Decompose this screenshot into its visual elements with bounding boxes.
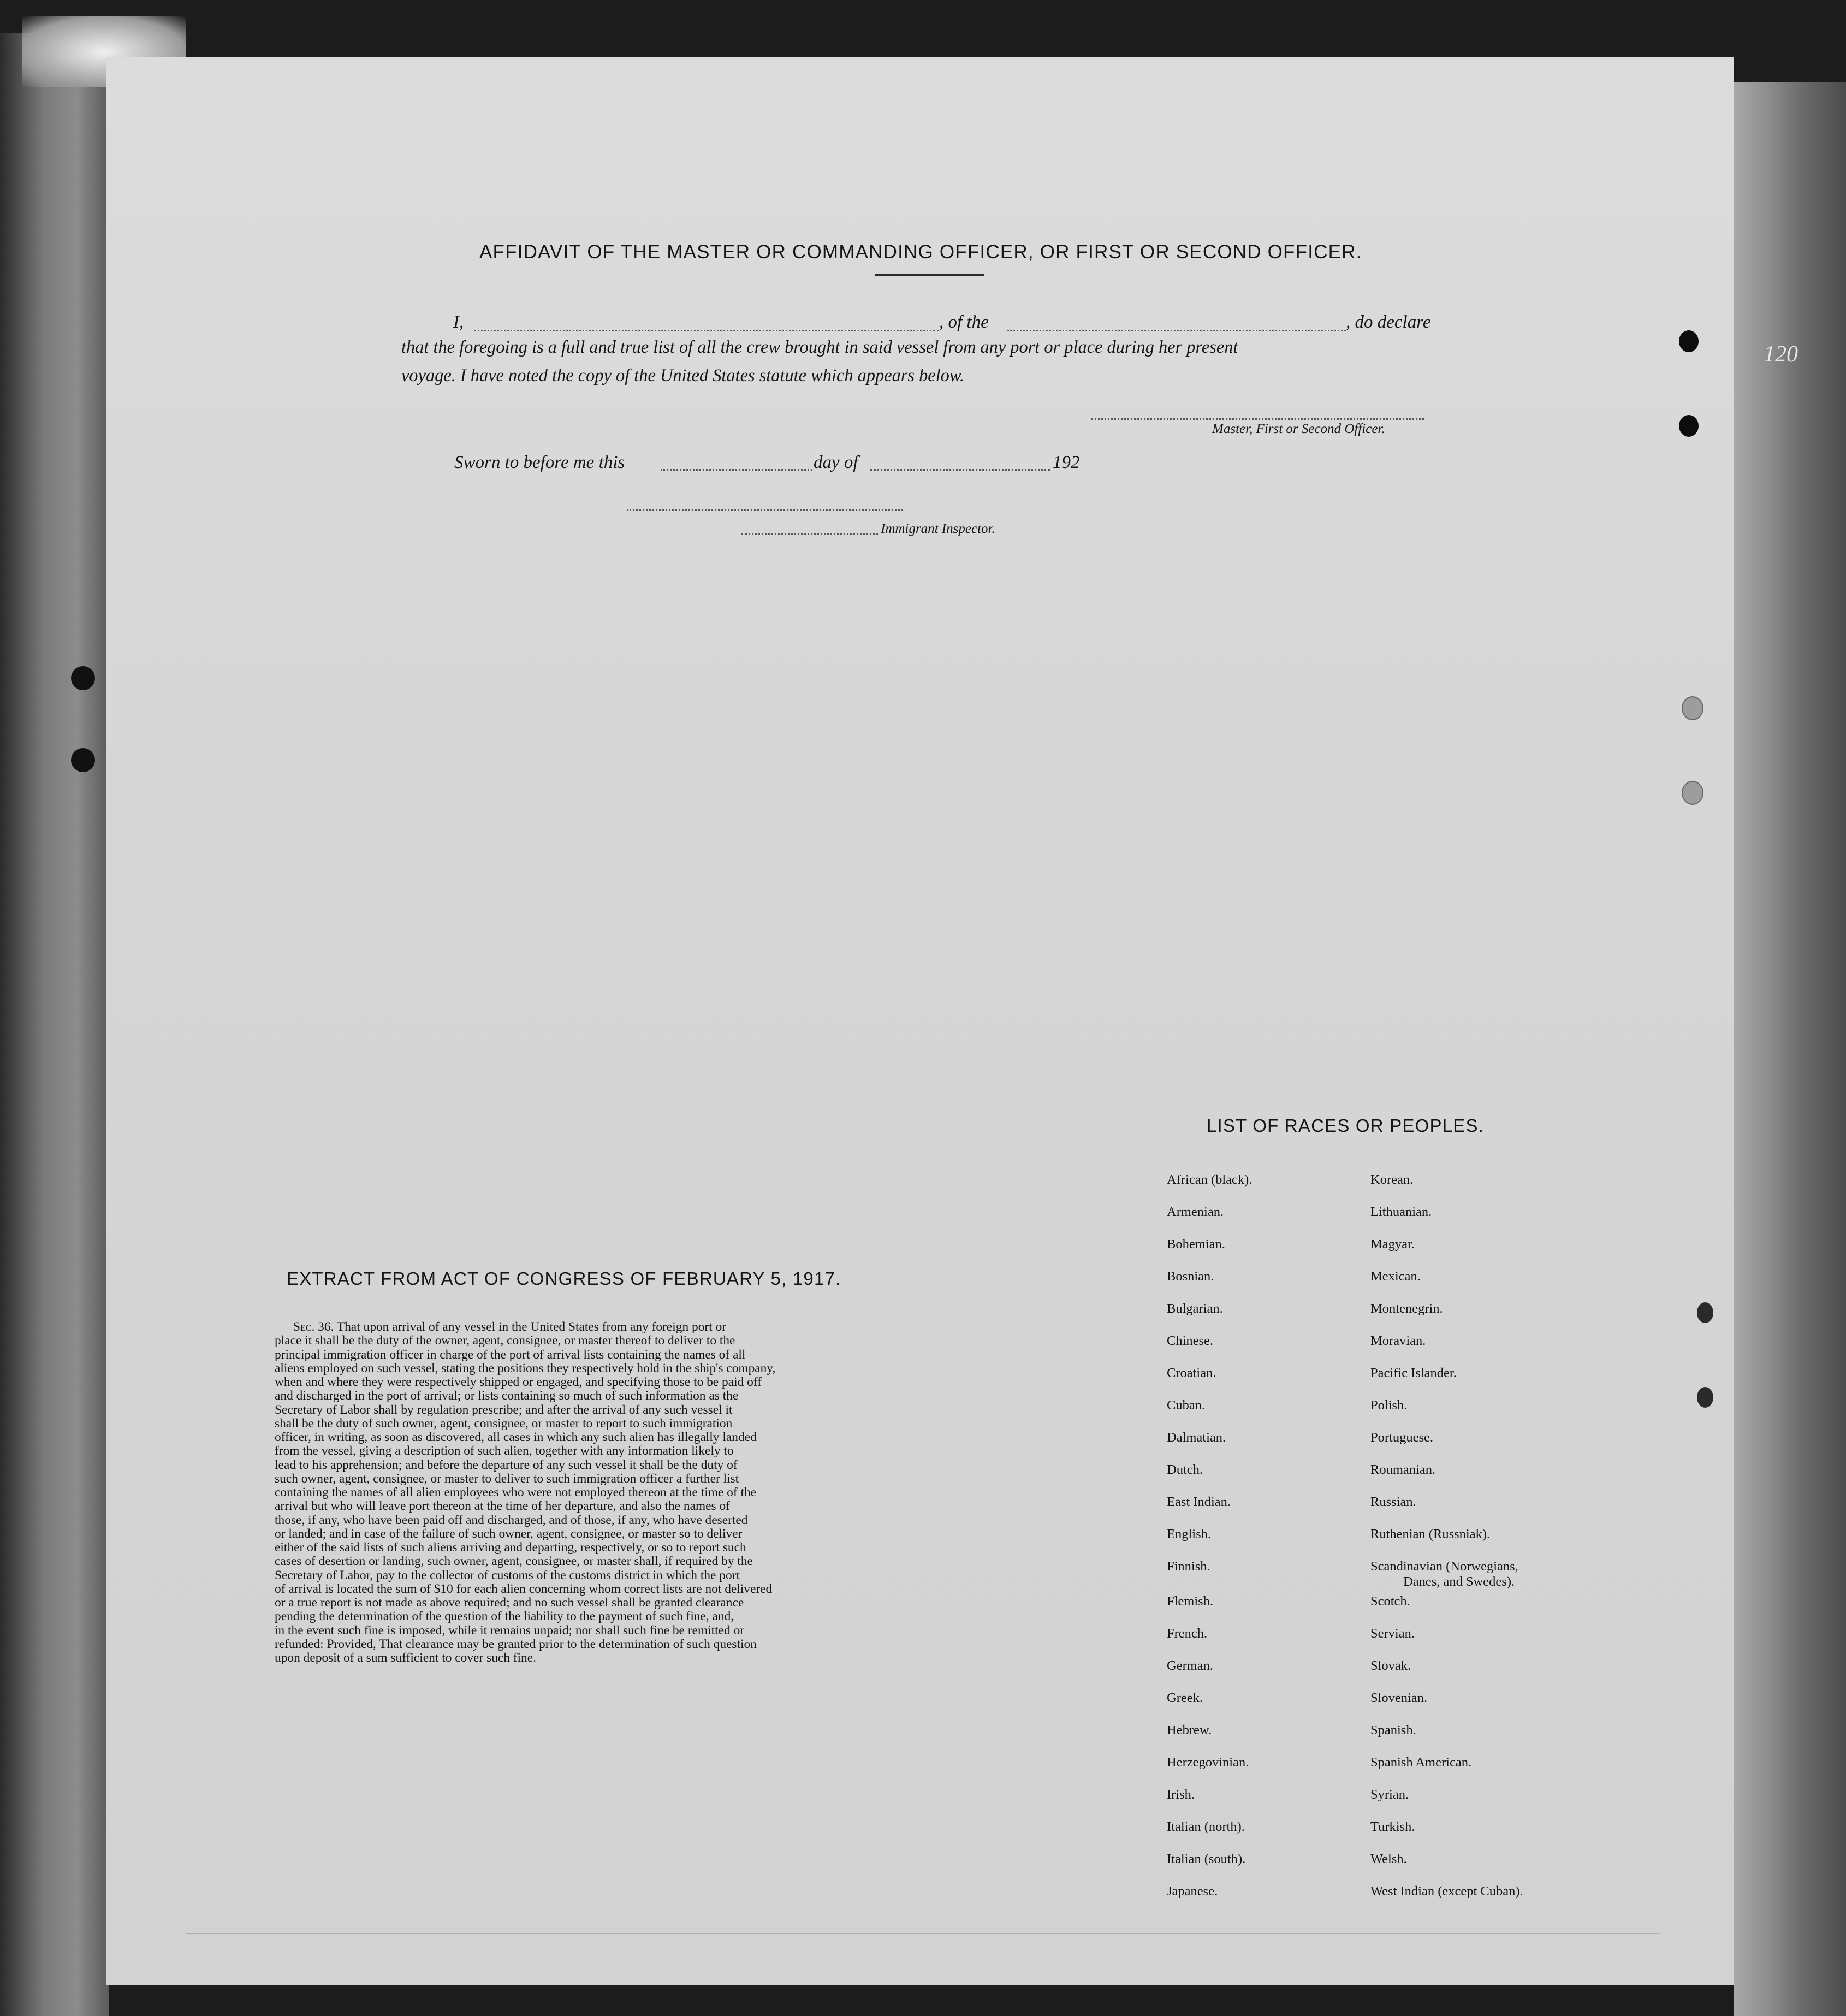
race-right-item: Moravian.	[1370, 1333, 1426, 1348]
extract-line: or landed; and in case of the failure of such owner, agent, consignee, or master so to deliver	[275, 1526, 743, 1541]
race-right-item: Syrian.	[1370, 1787, 1409, 1802]
affidavit-line-3: voyage. I have noted the copy of the United States statute which appears below.	[401, 366, 965, 386]
punch-hole	[1682, 696, 1703, 720]
race-left-item: Finnish.	[1167, 1559, 1210, 1574]
extract-line: cases of desertion or landing, such owner, agent, consignee, or master shall, if required by the	[275, 1554, 753, 1569]
race-left-item: Dutch.	[1167, 1462, 1203, 1477]
race-right-item: Servian.	[1370, 1626, 1415, 1641]
declarant-name-blank	[474, 330, 939, 331]
race-right-item: Ruthenian (Russniak).	[1370, 1527, 1491, 1541]
race-left-item: German.	[1167, 1658, 1214, 1673]
extract-line: or a true report is not made as above required; and no such vessel shall be granted clearance	[275, 1596, 744, 1610]
race-left-item: East Indian.	[1167, 1495, 1231, 1509]
day-of-text: day of	[814, 453, 858, 472]
race-left-item: Flemish.	[1167, 1594, 1214, 1609]
left-underlying-sheet	[0, 33, 109, 2016]
extract-line: principal immigration officer in charge of the port of arrival lists containing the names of all	[275, 1347, 746, 1362]
race-left-item: Dalmatian.	[1167, 1430, 1226, 1445]
vessel-name-blank	[1007, 330, 1346, 331]
race-left-item: Bulgarian.	[1167, 1301, 1223, 1316]
race-right-item: Korean.	[1370, 1172, 1414, 1187]
race-right-item: Scotch.	[1370, 1594, 1410, 1609]
race-left-item: Irish.	[1167, 1787, 1195, 1802]
sworn-prefix: Sworn to before me this	[454, 453, 625, 472]
punch-hole	[1682, 781, 1703, 805]
punch-hole	[71, 748, 95, 772]
punch-hole	[1679, 330, 1699, 352]
extract-line: containing the names of all alien employees who were not employed thereon at the time of the	[275, 1485, 757, 1499]
extract-line: when and where they were respectively shipped or engaged, and specifying those to be paid off	[275, 1375, 762, 1389]
extract-line: refunded: Provided, That clearance may be granted prior to the determination of such question	[275, 1636, 757, 1651]
extract-line: arrival but who will leave port thereon at the time of her departure, and also the names of	[275, 1499, 730, 1514]
extract-line: those, if any, who have been paid off and discharged, and of those, if any, who have deserted	[275, 1513, 748, 1527]
inspector-name-blank	[741, 533, 878, 535]
extract-line	[275, 1320, 894, 1334]
race-right-item: Lithuanian.	[1370, 1205, 1432, 1219]
punch-hole	[1679, 415, 1699, 437]
form-bottom-rule	[186, 1933, 1660, 1934]
race-left-item: Japanese.	[1167, 1884, 1218, 1899]
extract-line: and discharged in the port of arrival; or lists containing so much of such information as the	[275, 1389, 739, 1403]
page-number: 120	[1764, 342, 1798, 367]
race-right-item: Magyar.	[1370, 1237, 1415, 1252]
race-right-item: Spanish American.	[1370, 1755, 1472, 1770]
affidavit-line-2: that the foregoing is a full and true list of all the crew brought in said vessel from any port or place during her present	[401, 337, 1238, 357]
race-left-item: Croatian.	[1167, 1366, 1216, 1380]
race-left-item: French.	[1167, 1626, 1208, 1641]
declarant-prefix: I,	[453, 312, 464, 332]
race-left-item: Bosnian.	[1167, 1269, 1214, 1284]
race-right-item: Slovenian.	[1370, 1691, 1428, 1705]
extract-line: in the event such fine is imposed, while it remains unpaid; nor shall such fine be remitted or	[275, 1623, 745, 1638]
right-underlying-sheets	[1734, 82, 1846, 2016]
extract-line: pending the determination of the question of the liability to the payment of such fine, and,	[275, 1609, 734, 1624]
race-left-item: Italian (south).	[1167, 1852, 1246, 1866]
section-label: Sec. 36.	[293, 1320, 334, 1334]
punch-hole	[71, 666, 95, 690]
affidavit-heading-rule	[875, 274, 984, 276]
officer-signature-blank	[1091, 418, 1424, 420]
race-right-item: Roumanian.	[1370, 1462, 1436, 1477]
extract-line: from the vessel, giving a description of such alien, together with any information likely to	[275, 1444, 734, 1458]
extract-line: officer, in writing, as soon as discovered, all cases in which any such alien has illegally landed	[275, 1430, 757, 1444]
extract-line: Secretary of Labor shall by regulation prescribe; and after the arrival of any such vessel it	[275, 1402, 733, 1417]
extract-heading: EXTRACT FROM ACT OF CONGRESS OF FEBRUARY 5, 1917.	[287, 1268, 841, 1289]
extract-line-text: That upon arrival of any vessel in the United States from any foreign port or	[336, 1320, 727, 1334]
extract-line: such owner, agent, consignee, or master to deliver to such immigration officer a further list	[275, 1471, 739, 1486]
extract-line: lead to his apprehension; and before the departure of any such vessel it shall be the duty of	[275, 1457, 738, 1472]
race-right-item: Turkish.	[1370, 1819, 1415, 1834]
race-left-item: Bohemian.	[1167, 1237, 1225, 1252]
year-prefix: 192	[1053, 453, 1080, 472]
signature-caption: Master, First or Second Officer.	[1212, 422, 1385, 436]
race-left-item: African (black).	[1167, 1172, 1253, 1187]
do-declare-text: , do declare	[1346, 312, 1431, 332]
inspector-caption: Immigrant Inspector.	[881, 521, 995, 536]
extract-line: shall be the duty of such owner, agent, consignee, or master to report to such immigration	[275, 1416, 733, 1431]
affidavit-heading: AFFIDAVIT OF THE MASTER OR COMMANDING OFFICER, OR FIRST OR SECOND OFFICER.	[479, 241, 1362, 263]
extract-line: Secretary of Labor, pay to the collector of customs of the customs district in which the port	[275, 1568, 740, 1582]
extract-line: of arrival is located the sum of $10 for each alien concerning whom correct lists are not delivered	[275, 1581, 773, 1596]
race-right-item: Russian.	[1370, 1495, 1416, 1509]
race-right-item: Pacific Islander.	[1370, 1366, 1457, 1380]
race-right-item: Welsh.	[1370, 1852, 1407, 1866]
sworn-day-blank	[661, 469, 812, 471]
punch-hole	[1697, 1302, 1713, 1323]
extract-line: upon deposit of a sum sufficient to cover such fine.	[275, 1651, 536, 1665]
race-right-item: Mexican.	[1370, 1269, 1421, 1284]
race-left-item: Cuban.	[1167, 1398, 1206, 1413]
extract-line: place it shall be the duty of the owner, agent, consignee, or master thereof to deliver to the	[275, 1333, 735, 1348]
inspector-signature-blank	[627, 509, 903, 511]
race-left-item: Herzegovinian.	[1167, 1755, 1249, 1770]
race-right-item: Scandinavian (Norwegians,	[1370, 1559, 1518, 1574]
race-right-item: Polish.	[1370, 1398, 1408, 1413]
extract-line: either of the said lists of such aliens arriving and departing, respectively, or so to report such	[275, 1540, 746, 1555]
race-left-item: Armenian.	[1167, 1205, 1224, 1219]
punch-hole	[1697, 1387, 1713, 1408]
race-right-item: Danes, and Swedes).	[1403, 1574, 1515, 1589]
race-right-item: Spanish.	[1370, 1723, 1416, 1738]
race-right-item: West Indian (except Cuban).	[1370, 1884, 1523, 1899]
sworn-month-blank	[870, 469, 1050, 471]
extract-line: aliens employed on such vessel, stating the positions they respectively hold in the ship's company,	[275, 1361, 776, 1375]
race-left-item: Greek.	[1167, 1691, 1203, 1705]
race-left-item: English.	[1167, 1527, 1211, 1541]
race-right-item: Slovak.	[1370, 1658, 1411, 1673]
race-right-item: Montenegrin.	[1370, 1301, 1443, 1316]
race-left-item: Hebrew.	[1167, 1723, 1212, 1738]
race-left-item: Italian (north).	[1167, 1819, 1245, 1834]
of-the-text: , of the	[939, 312, 989, 332]
race-left-item: Chinese.	[1167, 1333, 1214, 1348]
race-right-item: Portuguese.	[1370, 1430, 1433, 1445]
races-heading: LIST OF RACES OR PEOPLES.	[1207, 1116, 1485, 1136]
extract-body	[275, 1320, 894, 1665]
